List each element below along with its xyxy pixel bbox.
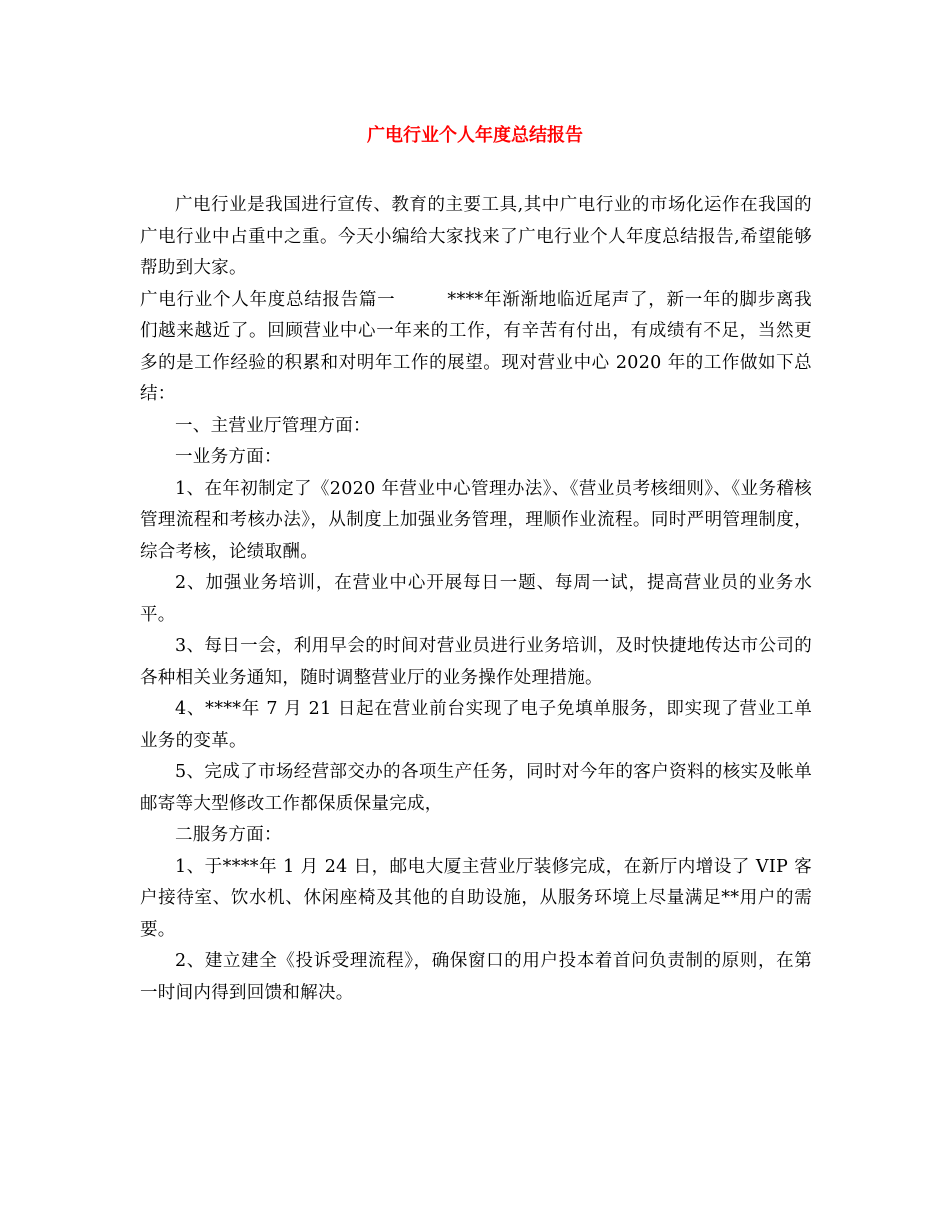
article-opening: ****年渐渐地临近尾声了，新一年的脚步离我们越来越近了。回顾营业中心一年来的工作，有辛苦有付出，有成绩有不足，当然更多的是工作经验的积累和对明年工作的展望。现对营业中心 2020 年的工作做如下总结：: [140, 289, 812, 404]
business-item-3: 3、每日一会，利用早会的时间对营业员进行业务培训，及时快捷地传达市公司的各种相关业务通知，随时调整营业厅的业务操作处理措施。: [140, 636, 812, 688]
subsection-business-heading: 一业务方面：: [175, 447, 282, 467]
article-heading-paragraph: [140, 285, 812, 411]
business-item-1: 1、在年初制定了《2020 年营业中心管理办法》、《营业员考核细则》、《业务稽核管理流程和考核办法》，从制度上加强业务管理，理顺作业流程。同时严明管理制度，综合考核，论绩取酬。: [140, 478, 812, 562]
document-title: 广电行业个人年度总结报告: [367, 125, 583, 146]
document-body: [140, 190, 812, 1009]
section-heading-1: 一、主营业厅管理方面：: [175, 415, 371, 436]
business-item-5: 5、完成了市场经营部交办的各项生产任务，同时对今年的客户资料的核实及帐单邮寄等大型修改工作都保质保量完成，: [140, 762, 812, 814]
article-heading: 广电行业个人年度总结报告篇一: [140, 289, 396, 310]
service-item-2: 2、建立建全《投诉受理流程》，确保窗口的用户投本着首问负责制的原则，在第一时间内得到回馈和解决。: [140, 951, 812, 1003]
service-item-1: 1、于****年 1 月 24 日，邮电大厦主营业厅装修完成，在新厅内增设了 VIP 客户接待室、饮水机、休闲座椅及其他的自助设施，从服务环境上尽量满足**用户的需要。: [140, 856, 812, 940]
business-item-2: 2、加强业务培训，在营业中心开展每日一题、每周一试，提高营业员的业务水平。: [140, 573, 812, 625]
business-item-4: 4、****年 7 月 21 日起在营业前台实现了电子免填单服务，即实现了营业工单业务的变革。: [140, 699, 812, 751]
subsection-service-heading: 二服务方面：: [175, 825, 282, 845]
intro-paragraph: 广电行业是我国进行宣传、教育的主要工具,其中广电行业的市场化运作在我国的广电行业中占重中之重。今天小编给大家找来了广电行业个人年度总结报告,希望能够帮助到大家。: [140, 195, 812, 278]
